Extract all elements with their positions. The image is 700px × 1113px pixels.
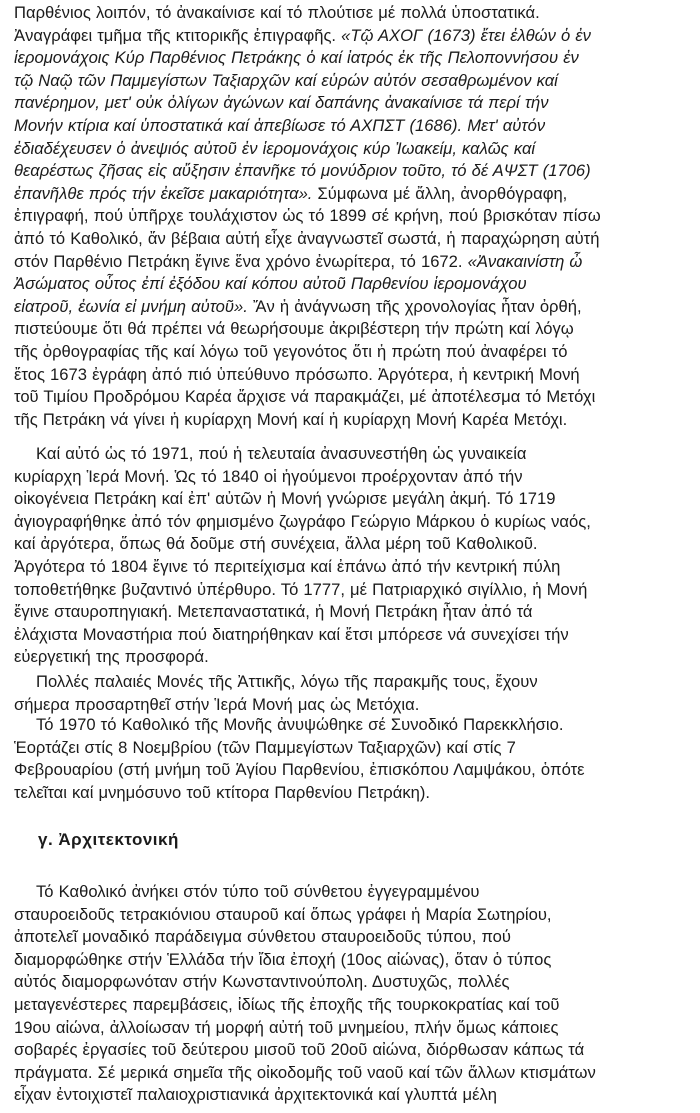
text-line: τῆς ὀρθογραφίας τῆς καί λόγω τοῦ γεγονότος ὅτι ἡ πρώτη πού ἀναφέρει τό	[14, 341, 568, 361]
text-line: τοποθετήθηκε βυζαντινό ὑπέρθυρο. Τό 1777, μέ Πατριαρχικό σιγίλλιο, ἡ Μονή	[14, 579, 588, 599]
inscription-quote-line: ἱερομονάχοις Κύρ Παρθένιος Πετράκης ὁ καί ἰατρός ἐκ τῆς Πελοποννήσου ἐν	[14, 48, 579, 68]
text-line	[14, 183, 690, 206]
text-line: ἀποτελεῖ μοναδικό παράδειγμα σύνθετου σταυροειδοῦς τύπου, πού	[14, 927, 511, 947]
inscription-quote: «Τῷ ΑΧΟΓ (1673) ἔτει ἐλθών ὁ ἐν	[341, 25, 591, 45]
inscription-quote-line: ἐδιαδέχευσεν ὁ ἀνεψιός αὐτοῦ ἐν ἱερομονάχοις κύρ Ἰωακείμ, καλῶς καί	[14, 138, 536, 158]
text-line: 19ου αἰώνα, ἀλλοίωσαν τή μορφή αὐτή τοῦ μνημείου, πλήν ὅμως κάποιες	[14, 1017, 559, 1037]
text-line: Καί αὐτό ὡς τό 1971, πού ἡ τελευταία ἀνασυνεστήθη ὡς γυναικεία	[36, 444, 527, 463]
text-line	[14, 296, 690, 319]
text-line: τῆς Πετράκη νά γίνει ἡ κυρίαρχη Μονή καί ἡ κυρίαρχη Μονή Καρέα Μετόχι.	[14, 409, 568, 429]
text-line: σοβαρές ἐργασίες τοῦ δεύτερου μισοῦ τοῦ 20οῦ αἰώνα, διόρθωσαν κάπως τά	[14, 1040, 585, 1060]
paragraph-3	[14, 671, 690, 716]
inscription-quote-line: θεαρέστως ζῆσας εἰς αὔξησιν ἐπανῆκε τό μονύδριον τοῦτο, τό δέ ΑΨΣΤ (1706)	[14, 161, 591, 181]
text-line	[14, 251, 690, 274]
text-line: Πολλές παλαιές Μονές τῆς Ἀττικῆς, λόγω τῆς παρακμῆς τους, ἔχουν	[36, 672, 538, 691]
text-line: Παρθένιος λοιπόν, τό ἀνακαίνισε καί τό πλούτισε μέ πολλά ὑποστατικά.	[14, 3, 540, 22]
inscription-quote: ἐπανῆλθε πρός τήν ἐκεῖσε μακαριότητα».	[14, 183, 318, 203]
text-line: ἐλάχιστα Μοναστήρια πού διατηρήθηκαν καί ἔτσι μπόρεσε νά συνεχίσει τήν	[14, 624, 569, 644]
text-line: εἶχαν ἐντοιχιστεῖ παλαιοχριστιανικά ἀρχιτεκτονικά καί γλυπτά μέλη	[14, 1085, 497, 1105]
section-heading: γ. Ἀρχιτεκτονική	[38, 830, 179, 849]
paragraph-1	[14, 2, 690, 431]
paragraph-4	[14, 714, 690, 804]
text-line: τοῦ Τιμίου Προδρόμου Καρέα ἄρχισε νά παρακμάζει, μέ ἀποτέλεσμα τό Μετόχι	[14, 387, 596, 407]
text-line: οἰκογένεια Πετράκη καί ἐπ' αὐτῶν ἡ Μονή γνώρισε μεγάλη ἀκμή. Τό 1719	[14, 489, 556, 509]
text-line: εὐεργετική της προσφορά.	[14, 647, 209, 667]
text-line: σταυροειδοῦς τετρακιόνιου σταυροῦ καί ὅπως γράφει ἡ Μαρία Σωτηρίου,	[14, 904, 552, 924]
text-line: πιστεύουμε ὅτι θά πρέπει νά θεωρήσουμε ἀκριβέστερη τήν πρώτη καί λόγῳ	[14, 319, 574, 339]
paragraph-5	[14, 881, 690, 1107]
text-line: πράγματα. Σέ μερικά σημεῖα τῆς οἰκοδομῆς τοῦ ναοῦ καί τῶν ἄλλων κτισμάτων	[14, 1062, 596, 1082]
inscription-quote: εἰατροῦ, ἐωνία εἰ μνήμη αὐτοῦ».	[14, 296, 248, 316]
inscription-quote-line: Ἀσώματος οὗτος ἐπί ἐξόδου καί κόπου αὐτοῦ Παρθενίου ἱερομονάχου	[14, 274, 527, 294]
text-line: τελεῖται καί μνημόσυνο τοῦ κτίτορα Παρθενίου Πετράκη).	[14, 782, 430, 802]
text-run: Ἄν ἡ ἀνάγνωση τῆς χρονολογίας ἦταν ὀρθή,	[247, 296, 582, 316]
text-line: διαμορφώθηκε στήν Ἑλλάδα τήν ἴδια ἐποχή (10ος αἰώνας), ὅταν ὁ τύπος	[14, 949, 552, 969]
text-line: σήμερα προσαρτηθεῖ στήν Ἱερά Μονή μας ὡς Μετόχια.	[14, 694, 420, 714]
text-line: αὐτός διαμορφωνόταν στήν Κωνσταντινούπολη. Δυστυχῶς, πολλές	[14, 972, 510, 992]
text-line: ἐπιγραφή, πού ὑπῆρχε τουλάχιστον ὡς τό 1899 σέ κρήνη, πού βρισκόταν πίσω	[14, 206, 601, 226]
inscription-quote-line: τῷ Ναῷ τῶν Παμμεγίστων Ταξιαρχῶν καί εὑρών αὐτόν σεσαθρωμένον καί	[14, 70, 558, 90]
text-line: Τό 1970 τό Καθολικό τῆς Μονῆς ἀνυψώθηκε σέ Συνοδικό Παρεκκλήσιο.	[36, 715, 564, 734]
text-line: καί ἀργότερα, ὅπως θά δοῦμε στή συνέχεια, ἄλλα μέρη τοῦ Καθολικοῦ.	[14, 534, 538, 554]
text-line: Τό Καθολικό ἀνήκει στόν τύπο τοῦ σύνθετου ἐγγεγραμμένου	[36, 882, 480, 901]
text-run: Ἀναγράφει τμῆμα τῆς κτιτορικῆς ἐπιγραφῆς.	[14, 25, 342, 45]
text-line: ἔγινε σταυροπηγιακή. Μετεπαναστατικά, ἡ Μονή Πετράκη ἦταν ἀπό τά	[14, 602, 533, 622]
text-line: Φεβρουαρίου (στή μνήμη τοῦ Ἁγίου Παρθενίου, ἐπισκόπου Λαμψάκου, ὁπότε	[14, 760, 585, 780]
inscription-quote-line: Μονήν κτίρια καί ὑποστατικά καί ἀπεβίωσε τό ΑΧΠΣΤ (1686). Μετ' αὐτόν	[14, 115, 546, 135]
text-line: Ἀργότερα τό 1804 ἔγινε τό περιτείχισμα καί ἐπάνω ἀπό τήν κεντρική πύλη	[14, 556, 561, 576]
inscription-quote-line: πανέρημον, μετ' οὐκ ὀλίγων ἀγώνων καί δαπάνης ἀνακαίνισε τά περί τήν	[14, 93, 549, 113]
text-run: στόν Παρθένιο Πετράκη ἔγινε ἕνα χρόνο ἐνωρίτερα, τό 1672.	[14, 251, 468, 271]
text-line: ἁγιογραφήθηκε ἀπό τόν φημισμένο ζωγράφο Γεώργιο Μάρκου ὁ κυρίως ναός,	[14, 511, 591, 531]
text-line	[14, 25, 690, 48]
text-line: ἔτος 1673 ἐγράφη ἀπό πιό ὑπεύθυνο πρόσωπο. Ἀργότερα, ἡ κεντρική Μονή	[14, 364, 580, 384]
text-line: Ἑορτάζει στίς 8 Νοεμβρίου (τῶν Παμμεγίστων Ταξιαρχῶν) καί στίς 7	[14, 737, 516, 757]
text-line: ἀπό τό Καθολικό, ἄν βέβαια αὐτή εἶχε ἀναγνωστεῖ σωστά, ἡ παραχώρηση αὐτή	[14, 228, 600, 248]
inscription-quote: «Ἀνακαινίστη ὦ	[467, 251, 583, 271]
text-line: μεταγενέστερες παρεμβάσεις, ἰδίως τῆς ἐποχῆς τῆς τουρκοκρατίας καί τοῦ	[14, 994, 560, 1014]
text-line: κυρίαρχη Ἱερά Μονή. Ὡς τό 1840 οἱ ἡγούμενοι προέρχονταν ἀπό τήν	[14, 466, 523, 486]
paragraph-2	[14, 443, 690, 669]
text-run: Σύμφωνα μέ ἄλλη, ἀνορθόγραφη,	[317, 183, 568, 203]
